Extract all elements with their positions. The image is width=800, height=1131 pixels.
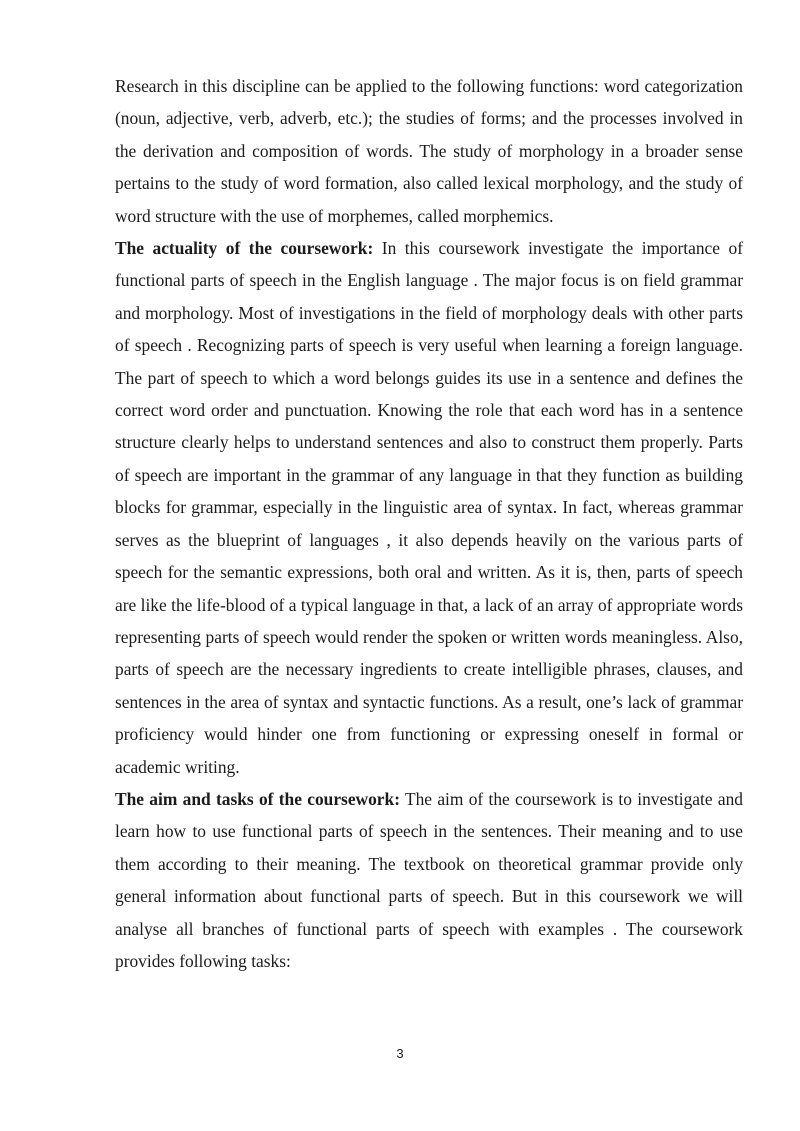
paragraph-heading-actuality: The actuality of the coursework: bbox=[115, 238, 374, 259]
body-text bbox=[115, 70, 743, 977]
paragraph-text: In this coursework investigate the importance of functional parts of speech in the English language . The major focus is on field grammar and morphology. Most of investigations in the field of morphology deals with other parts of speech . Recognizing parts of speech is very useful when learning a foreign language. The part of speech to which a word belongs guides its use in a sentence and defines the correct word order and punctuation. Knowing the role that each word has in a sentence structure clearly helps to understand sentences and also to construct them properly. Parts of speech are important in the grammar of any language in that they function as building blocks for grammar, especially in the linguistic area of syntax. In fact, whereas grammar serves as the blueprint of languages , it also depends heavily on the various parts of speech for the semantic expressions, both oral and written. As it is, then, parts of speech are like the life-blood of a typical language in that, a lack of an array of appropriate words representing parts of speech would render the spoken or written words meaningless. Also, parts of speech are the necessary ingredients to create intelligible phrases, clauses, and sentences in the area of syntax and syntactic functions. As a result, one’s lack of grammar proficiency would hinder one from functioning or expressing oneself in formal or academic writing. bbox=[115, 238, 744, 777]
paragraph-aim-tasks bbox=[115, 783, 743, 977]
paragraph-research-intro bbox=[115, 70, 743, 232]
page-number: 3 bbox=[396, 1046, 404, 1061]
paragraph-text: The aim of the coursework is to investigate and learn how to use functional parts of speech in the sentences. Their meaning and to use them according to their meaning. The textbook on theoretical grammar provide only general information about functional parts of speech. But in this coursework we will analyse all branches of functional parts of speech with examples . The coursework provides following tasks: bbox=[115, 788, 743, 971]
paragraph-text: Research in this discipline can be applied to the following functions: word categorization (noun, adjective, verb, adverb, etc.); the studies of forms; and the processes involved in the derivation and composition of words. The study of morphology in a broader sense pertains to the study of word formation, also called lexical morphology, and the study of word structure with the use of morphemes, called morphemics. bbox=[115, 76, 743, 226]
paragraph-actuality bbox=[115, 232, 743, 783]
paragraph-heading-aim-tasks: The aim and tasks of the coursework: bbox=[115, 788, 400, 809]
